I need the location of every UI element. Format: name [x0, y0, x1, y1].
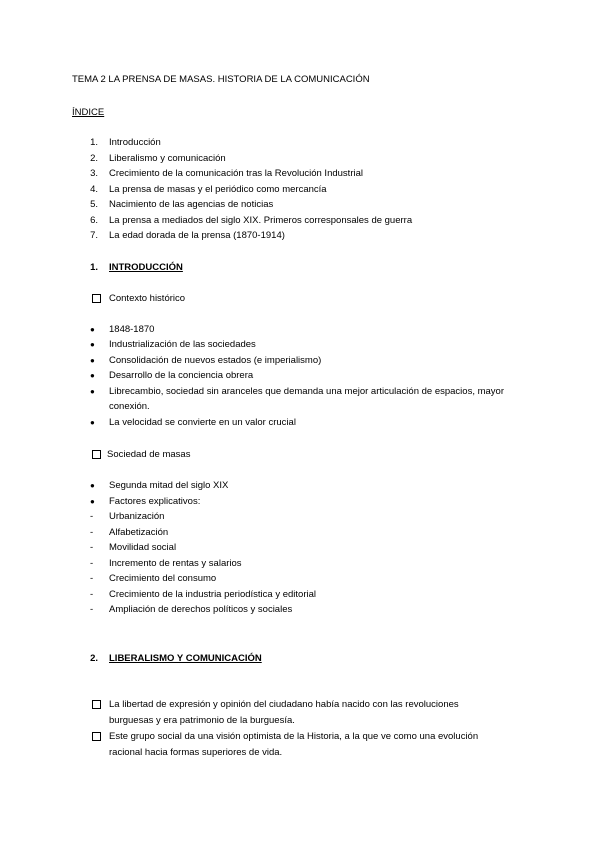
index-heading: ÍNDICE — [72, 107, 105, 118]
dash-icon: - — [90, 573, 94, 584]
section-heading-liberalismo: LIBERALISMO Y COMUNICACIÓN — [109, 653, 262, 664]
list-item: Industrialización de las sociedades — [109, 339, 256, 350]
checkbox-icon — [92, 450, 101, 459]
list-item: 1848-1870 — [109, 324, 155, 335]
list-item: Incremento de rentas y salarios — [109, 558, 242, 569]
list-item-continuation: conexión. — [109, 401, 150, 412]
bullet-icon: ● — [90, 340, 95, 349]
index-item: La prensa a mediados del siglo XIX. Primeros corresponsales de guerra — [109, 215, 413, 226]
section-heading-introduccion: INTRODUCCIÓN — [109, 262, 183, 273]
index-item: Liberalismo y comunicación — [109, 153, 226, 164]
index-item: Crecimiento de la comunicación tras la Revolución Industrial — [109, 168, 363, 179]
index-item: Nacimiento de las agencias de noticias — [109, 199, 274, 210]
list-item: Crecimiento de la industria periodística y editorial — [109, 589, 316, 600]
list-item: Factores explicativos: — [109, 496, 201, 507]
bullet-icon: ● — [90, 356, 95, 365]
checkbox-icon — [92, 700, 101, 709]
index-item: La prensa de masas y el periódico como mercancía — [109, 184, 327, 195]
bullet-icon: ● — [90, 497, 95, 506]
paragraph-line: La libertad de expresión y opinión del ciudadano había nacido con las revoluciones — [109, 699, 459, 710]
section-number: 2. — [90, 653, 98, 664]
dash-icon: - — [90, 511, 94, 522]
bullet-icon: ● — [90, 387, 95, 396]
index-item: Introducción — [109, 137, 161, 148]
index-item: La edad dorada de la prensa (1870-1914) — [109, 230, 285, 241]
checkbox-icon — [92, 294, 101, 303]
list-item: La velocidad se convierte en un valor crucial — [109, 417, 296, 428]
dash-icon: - — [90, 542, 94, 553]
bullet-icon: ● — [90, 371, 95, 380]
bullet-icon: ● — [90, 481, 95, 490]
list-item: Alfabetización — [109, 527, 169, 538]
dash-icon: - — [90, 589, 94, 600]
index-number: 5. — [90, 199, 98, 210]
checkbox-icon — [92, 732, 101, 741]
bullet-icon: ● — [90, 325, 95, 334]
paragraph-line: racional hacia formas superiores de vida. — [109, 747, 283, 758]
list-item: Urbanización — [109, 511, 165, 522]
dash-icon: - — [90, 604, 94, 615]
index-number: 2. — [90, 153, 98, 164]
paragraph-line: Este grupo social da una visión optimista de la Historia, a la que ve como una evolución — [109, 731, 479, 742]
bullet-icon: ● — [90, 418, 95, 427]
list-item: Crecimiento del consumo — [109, 573, 217, 584]
index-number: 6. — [90, 215, 98, 226]
paragraph-line: burguesas y era patrimonio de la burguesía. — [109, 715, 295, 726]
list-item: Librecambio, sociedad sin aranceles que demanda una mejor articulación de espacios, mayor — [109, 386, 505, 397]
section-number: 1. — [90, 262, 98, 273]
dash-icon: - — [90, 527, 94, 538]
list-item: Movilidad social — [109, 542, 177, 553]
list-item: Desarrollo de la conciencia obrera — [109, 370, 254, 381]
list-item: Consolidación de nuevos estados (e imperialismo) — [109, 355, 322, 366]
list-item: Ampliación de derechos políticos y sociales — [109, 604, 293, 615]
document-title: TEMA 2 LA PRENSA DE MASAS. HISTORIA DE LA COMUNICACIÓN — [72, 74, 370, 85]
index-number: 1. — [90, 137, 98, 148]
box-label: Contexto histórico — [109, 293, 186, 304]
index-number: 4. — [90, 184, 98, 195]
index-number: 3. — [90, 168, 98, 179]
index-number: 7. — [90, 230, 98, 241]
list-item: Segunda mitad del siglo XIX — [109, 480, 229, 491]
dash-icon: - — [90, 558, 94, 569]
box-label: Sociedad de masas — [107, 449, 191, 460]
